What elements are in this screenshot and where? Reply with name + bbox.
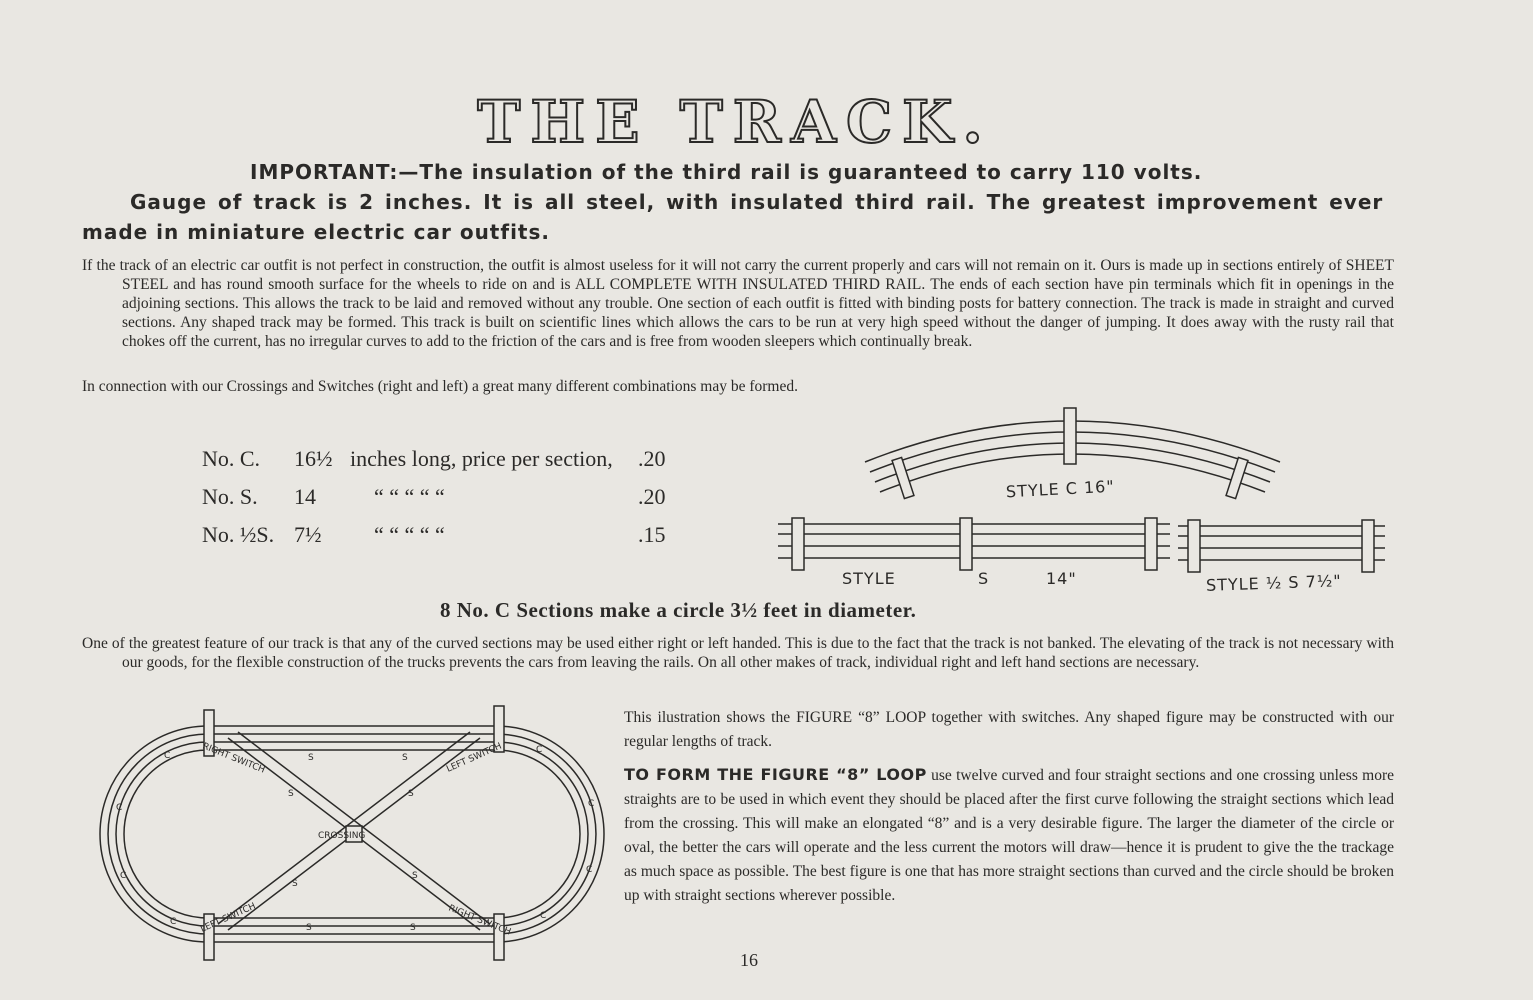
straight-label: S [288, 789, 294, 799]
figure-eight-description-text: This ilustration shows the FIGURE “8” LOOP together with switches. Any shaped figure may be constructed with our regular lengths of track. [624, 709, 1394, 750]
price-row-number: No. S. [202, 484, 258, 509]
gauge-statement-line2: made in miniature electric car outfits. [82, 220, 550, 244]
combinations-paragraph: In connection with our Crossings and Switches (right and left) a great many different combinations may be formed. [82, 378, 798, 395]
page-number: 16 [740, 950, 758, 970]
price-row-price: .15 [638, 522, 666, 547]
price-row-size: 14 [294, 484, 316, 509]
left-switch-label-bottom: LEFT SWITCH [199, 901, 258, 935]
important-notice: IMPORTANT:—The insulation of the third rail is guaranteed to carry 110 volts. [250, 160, 1203, 184]
intro-paragraph-text: If the track of an electric car outfit is not perfect in construction, the outfit is almost useless for it will not carry the current properly and cars will not remain on it. Ours is made up in sections entirely of SHEET STEEL and has round smooth surface for the wheels to ride on and is ALL COMPLETE WITH INSULATED THIRD RAIL. The ends of each section have pin terminals which fit in openings in the adjoining sections. This allows the track to be laid and removed without any trouble. One section of each outfit is fitted with binding posts for battery connection. The track is made in straight and curved sections. Any shaped track may be formed. This track is built on scientific lines which allows the cars to be run at very high speed without the danger of jumping. It does away with the rusty rail that chokes off the current, has no irregular curves to add to the friction of the cars and is free from wooden sleepers which continually break. [82, 257, 1394, 350]
page-title: THE TRACK. [477, 88, 993, 156]
style-half-s-label: STYLE ½ S 7½" [1205, 571, 1342, 595]
curve-label: C [164, 751, 171, 761]
curve-label: C [586, 865, 593, 875]
price-row-description: inches long, price per section, [350, 446, 613, 471]
curve-label: C [170, 917, 177, 927]
price-row-number: No. C. [202, 446, 261, 471]
figure-eight-instructions [624, 763, 1394, 908]
straight-label: S [402, 753, 408, 763]
curved-sections-paragraph-text: One of the greatest feature of our track is that any of the curved sections may be used either right or left handed. This is due to the fact that the track is not banked. The elevating of the track is not necessary with our goods, for the flexible construction of the trucks prevents the cars from leaving the rails. On all other makes of track, individual right and left hand sections are necessary. [82, 635, 1394, 671]
right-switch-label-bottom: RIGHT SWITCH [446, 903, 513, 938]
track-sections-illustration [770, 400, 1410, 600]
style-s-size: 14" [1046, 569, 1077, 588]
figure-eight-instructions-text [624, 763, 1394, 908]
price-row-price: .20 [638, 446, 666, 471]
straight-label: S [306, 923, 312, 933]
price-row-size: 16½ [294, 446, 333, 471]
straight-label: S [410, 923, 416, 933]
curved-sections-paragraph [82, 634, 1394, 672]
curve-label: C [120, 871, 127, 881]
figure-eight-description [624, 706, 1394, 754]
half-straight-section [1178, 520, 1385, 572]
left-switch-label-top: LEFT SWITCH [445, 741, 504, 775]
right-switch-label-top: RIGHT SWITCH [200, 741, 267, 776]
circle-diameter-note: 8 No. C Sections make a circle 3½ feet in diameter. [440, 598, 917, 622]
straight-label: S [408, 789, 414, 799]
price-row-number: No. ½S. [202, 522, 275, 547]
style-s-letter: S [978, 569, 990, 588]
intro-paragraph [82, 256, 1394, 351]
curve-label: C [540, 911, 547, 921]
style-s-word: STYLE [842, 569, 896, 588]
gauge-statement-line1: Gauge of track is 2 inches. It is all steel, with insulated third rail. The greatest improvement ever [130, 190, 1384, 214]
figure-eight-instructions-body: use twelve curved and four straight sections and one crossing unless more straights are to be used in which event they should be placed after the first curve following the straight sections which lead from the crossing. This will make an elongated “8” and is a very desirable figure. The larger the diameter of the circle or oval, the better the cars will operate and the less current the motors will draw—hence it is prudent to give the the trackage as much space as possible. The best figure is one that has more straight sections than curved and the circle should be broken up with straight sections wherever possible. [624, 767, 1394, 904]
price-row-description: “ “ “ “ “ [374, 522, 445, 547]
figure-eight-instructions-lead: TO FORM THE FIGURE “8” LOOP [624, 765, 927, 784]
curve-label: C [588, 799, 595, 809]
figure-eight-loop-illustration [96, 700, 616, 970]
price-row-price: .20 [638, 484, 666, 509]
straight-label: S [412, 871, 418, 881]
curve-label: C [536, 745, 543, 755]
straight-label: S [292, 879, 298, 889]
price-row-size: 7½ [294, 522, 322, 547]
straight-section-s [778, 518, 1170, 570]
style-c-label: STYLE C 16" [1005, 476, 1116, 502]
crossing-label: CROSSING [318, 831, 366, 841]
straight-label: S [308, 753, 314, 763]
price-row-description: “ “ “ “ “ [374, 484, 445, 509]
curve-label: C [116, 803, 123, 813]
